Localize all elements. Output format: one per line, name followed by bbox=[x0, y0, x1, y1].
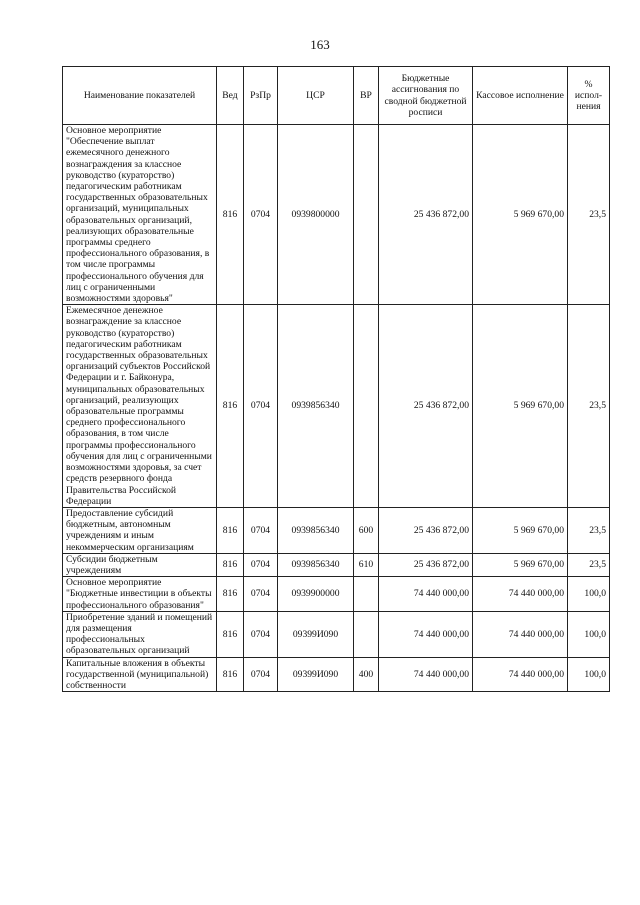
row-ved: 816 bbox=[217, 125, 244, 305]
budget-execution-table bbox=[62, 66, 610, 692]
row-vr: 400 bbox=[354, 657, 379, 692]
row-vr bbox=[354, 125, 379, 305]
table-row bbox=[63, 305, 610, 508]
row-budget: 25 436 872,00 bbox=[379, 507, 473, 553]
row-ved: 816 bbox=[217, 577, 244, 612]
row-name: Субсидии бюджетным учреждениям bbox=[63, 553, 217, 576]
header-name: Наименование показателей bbox=[63, 67, 217, 125]
row-csr: 0939800000 bbox=[278, 125, 354, 305]
row-cash: 5 969 670,00 bbox=[473, 507, 568, 553]
row-vr: 600 bbox=[354, 507, 379, 553]
row-csr: 0939856340 bbox=[278, 553, 354, 576]
row-ved: 816 bbox=[217, 657, 244, 692]
table-header-row bbox=[63, 67, 610, 125]
row-csr: 0939856340 bbox=[278, 305, 354, 508]
row-rzpr: 0704 bbox=[244, 507, 278, 553]
row-vr bbox=[354, 611, 379, 657]
row-name: Капитальные вложения в объекты государственной (муниципальной) собственности bbox=[63, 657, 217, 692]
row-cash: 74 440 000,00 bbox=[473, 657, 568, 692]
row-percent: 100,0 bbox=[568, 577, 610, 612]
row-name: Предоставление субсидий бюджетным, автономным учреждениям и иным некоммерческим организациям bbox=[63, 507, 217, 553]
row-budget: 25 436 872,00 bbox=[379, 553, 473, 576]
row-ved: 816 bbox=[217, 305, 244, 508]
row-percent: 23,5 bbox=[568, 305, 610, 508]
header-ved: Вед bbox=[217, 67, 244, 125]
row-cash: 5 969 670,00 bbox=[473, 305, 568, 508]
row-budget: 25 436 872,00 bbox=[379, 125, 473, 305]
row-csr: 0939900000 bbox=[278, 577, 354, 612]
row-cash: 5 969 670,00 bbox=[473, 553, 568, 576]
row-percent: 23,5 bbox=[568, 125, 610, 305]
row-cash: 5 969 670,00 bbox=[473, 125, 568, 305]
table-row bbox=[63, 611, 610, 657]
table-row bbox=[63, 657, 610, 692]
row-vr bbox=[354, 305, 379, 508]
row-name: Основное мероприятие "Бюджетные инвестиции в объекты профессионального образования" bbox=[63, 577, 217, 612]
row-rzpr: 0704 bbox=[244, 657, 278, 692]
row-vr bbox=[354, 577, 379, 612]
row-name: Основное мероприятие "Обеспечение выплат ежемесячного денежного вознаграждения за классное руководство (кураторство) педагогическим работникам государственных образовательных организаций, муниципальных образовательных организаций, реализующих образовательные программы среднего профессионального образования, в том числе программы профессионального обучения для лиц с ограниченными возможностями здоровья" bbox=[63, 125, 217, 305]
header-budget: Бюджетные ассигнования по сводной бюджетной росписи bbox=[379, 67, 473, 125]
row-name: Ежемесячное денежное вознаграждение за классное руководство (кураторство) педагогическим работникам государственных образовательных организаций субъектов Российской Федерации и г. Байконура, муниципальных образовательных организаций, реализующих образовательные программы среднего профессионального образования, в том числе программы профессионального обучения для лиц с ограниченными возможностями здоровья, за счет средств резервного фонда Правительства Российской Федерации bbox=[63, 305, 217, 508]
row-ved: 816 bbox=[217, 507, 244, 553]
page-number: 163 bbox=[310, 37, 330, 52]
header-cash: Кассовое исполнение bbox=[473, 67, 568, 125]
table-row bbox=[63, 125, 610, 305]
row-budget: 74 440 000,00 bbox=[379, 611, 473, 657]
row-rzpr: 0704 bbox=[244, 553, 278, 576]
header-percent: % испол-нения bbox=[568, 67, 610, 125]
row-budget: 74 440 000,00 bbox=[379, 577, 473, 612]
row-csr: 0939856340 bbox=[278, 507, 354, 553]
row-percent: 100,0 bbox=[568, 657, 610, 692]
row-budget: 25 436 872,00 bbox=[379, 305, 473, 508]
row-percent: 23,5 bbox=[568, 507, 610, 553]
row-csr: 09399И090 bbox=[278, 657, 354, 692]
row-vr: 610 bbox=[354, 553, 379, 576]
row-rzpr: 0704 bbox=[244, 125, 278, 305]
row-ved: 816 bbox=[217, 553, 244, 576]
table-row bbox=[63, 553, 610, 576]
row-cash: 74 440 000,00 bbox=[473, 577, 568, 612]
row-csr: 09399И090 bbox=[278, 611, 354, 657]
header-csr: ЦСР bbox=[278, 67, 354, 125]
row-rzpr: 0704 bbox=[244, 577, 278, 612]
row-percent: 100,0 bbox=[568, 611, 610, 657]
header-vr: ВР bbox=[354, 67, 379, 125]
row-budget: 74 440 000,00 bbox=[379, 657, 473, 692]
table-row bbox=[63, 577, 610, 612]
row-rzpr: 0704 bbox=[244, 305, 278, 508]
table-row bbox=[63, 507, 610, 553]
row-name: Приобретение зданий и помещений для размещения профессиональных образовательных организаций bbox=[63, 611, 217, 657]
row-cash: 74 440 000,00 bbox=[473, 611, 568, 657]
row-percent: 23,5 bbox=[568, 553, 610, 576]
header-rzpr: РзПр bbox=[244, 67, 278, 125]
row-ved: 816 bbox=[217, 611, 244, 657]
row-rzpr: 0704 bbox=[244, 611, 278, 657]
